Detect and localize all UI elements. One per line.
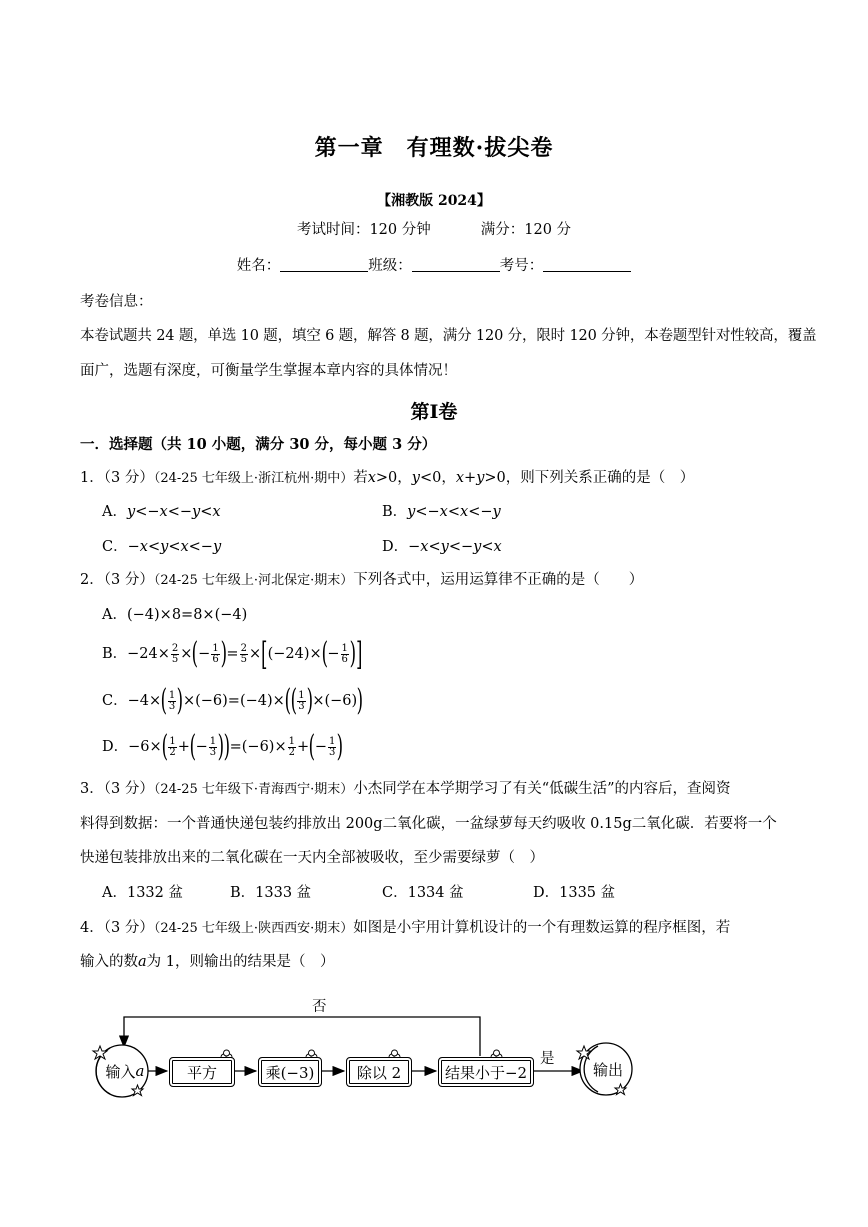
square-step: 平方 xyxy=(169,1057,235,1087)
q1-option-c[interactable]: C．−x<y<x<−y xyxy=(102,539,222,555)
q3-line-2: 料得到数据：一个普通快递包装约排放出 200g二氧化碳，一盆绿萝每天约吸收 0.15g二氧化碳．若要将一个 xyxy=(80,816,777,832)
part-heading: 一．选择题（共 10 小题，满分 30 分，每小题 3 分） xyxy=(80,436,437,453)
output-node: 输出 xyxy=(592,1060,623,1079)
question-2: 2．（3 分）（24-25 七年级上·河北保定·期末）下列各式中，运用运算律不正确的是（ ） xyxy=(80,572,644,588)
intro-line-1: 本卷试题共 24 题，单选 10 题，填空 6 题，解答 8 题，满分 120 分，限时 120 分钟，本卷题型针对性较高，覆盖 xyxy=(80,328,817,344)
section-title: 第Ⅰ卷 xyxy=(410,401,458,423)
question-4: 4．（3 分）（24-25 七年级上·陕西西安·期末）如图是小宇用计算机设计的一个有理数运算的程序框图，若 xyxy=(80,920,731,936)
q2-option-b[interactable]: B．−24× $\frac{2}{5}$ ×(− $\frac{1}{6}$ )= $\frac{2}{5}$ ×[(−24)×(− $\frac{1}{6}$ )] xyxy=(102,635,362,673)
input-node: 输入 a xyxy=(105,1062,145,1081)
q3-option-b[interactable]: B．1333 盆 xyxy=(230,885,312,901)
intro-line-2: 面广，选题有深度，可衡量学生掌握本章内容的具体情况！ xyxy=(80,363,457,379)
class-label: 班级： xyxy=(368,258,412,274)
student-fields xyxy=(0,254,868,275)
question-1: 1．（3 分）（24-25 七年级上·浙江杭州·期中）若x>0，y<0，x+y>0，则下列关系正确的是（ ） xyxy=(80,470,695,486)
class-blank[interactable] xyxy=(412,257,500,272)
condition-step: 结果小于−2 xyxy=(438,1057,534,1087)
no-label: 否 xyxy=(312,999,327,1015)
exam-time: 考试时间：120 分钟 xyxy=(296,222,431,238)
question-3: 3．（3 分）（24-25 七年级下·青海西宁·期末）小杰同学在本学期学习了有关“低碳生活”的内容后，查阅资 xyxy=(80,781,731,797)
q3-line-3: 快递包装排放出来的二氧化碳在一天内全部被吸收，至少需要绿萝（ ） xyxy=(80,850,544,866)
id-label: 考号： xyxy=(499,258,544,274)
q1-option-a[interactable]: A．y<−x<−y<x xyxy=(102,504,221,520)
q2-option-a[interactable]: A．(−4)×8=8×(−4) xyxy=(102,607,248,623)
yes-label: 是 xyxy=(540,1051,555,1067)
name-blank[interactable] xyxy=(280,257,368,272)
flowchart xyxy=(0,985,868,1105)
name-label: 姓名： xyxy=(236,258,281,274)
q1-option-b[interactable]: B．y<−x<x<−y xyxy=(382,504,501,520)
flowchart-lines xyxy=(0,985,868,1105)
q1-option-d[interactable]: D．−x<y<−y<x xyxy=(382,539,502,555)
q3-option-c[interactable]: C．1334 盆 xyxy=(382,885,464,901)
intro-heading: 考卷信息： xyxy=(80,294,153,310)
q2-option-c[interactable]: C．−4×( $\frac{1}{3}$ )×(−6)=(−4)×(( $\frac{1}{3}$ )×(−6)) xyxy=(102,683,364,718)
id-blank[interactable] xyxy=(543,257,631,272)
edition-label: 【湘教版 2024】 xyxy=(377,193,491,209)
multiply-step: 乘(−3) xyxy=(258,1057,322,1087)
q4-line-2: 输入的数a为 1，则输出的结果是（ ） xyxy=(80,954,335,970)
divide-step: 除以 2 xyxy=(346,1057,412,1087)
q3-option-a[interactable]: A．1332 盆 xyxy=(102,885,183,901)
page-title: 第一章 有理数·拔尖卷 xyxy=(314,135,554,161)
loop-line xyxy=(124,1017,480,1056)
q2-option-d[interactable]: D．−6×( $\frac{1}{2}$ +(− $\frac{1}{3}$ ))=(−6)× $\frac{1}{2}$ +(− $\frac{1}{3}$ ) xyxy=(102,729,344,764)
exam-info xyxy=(0,218,868,239)
exam-score: 满分：120 分 xyxy=(480,222,572,238)
q3-option-d[interactable]: D．1335 盆 xyxy=(533,885,616,901)
